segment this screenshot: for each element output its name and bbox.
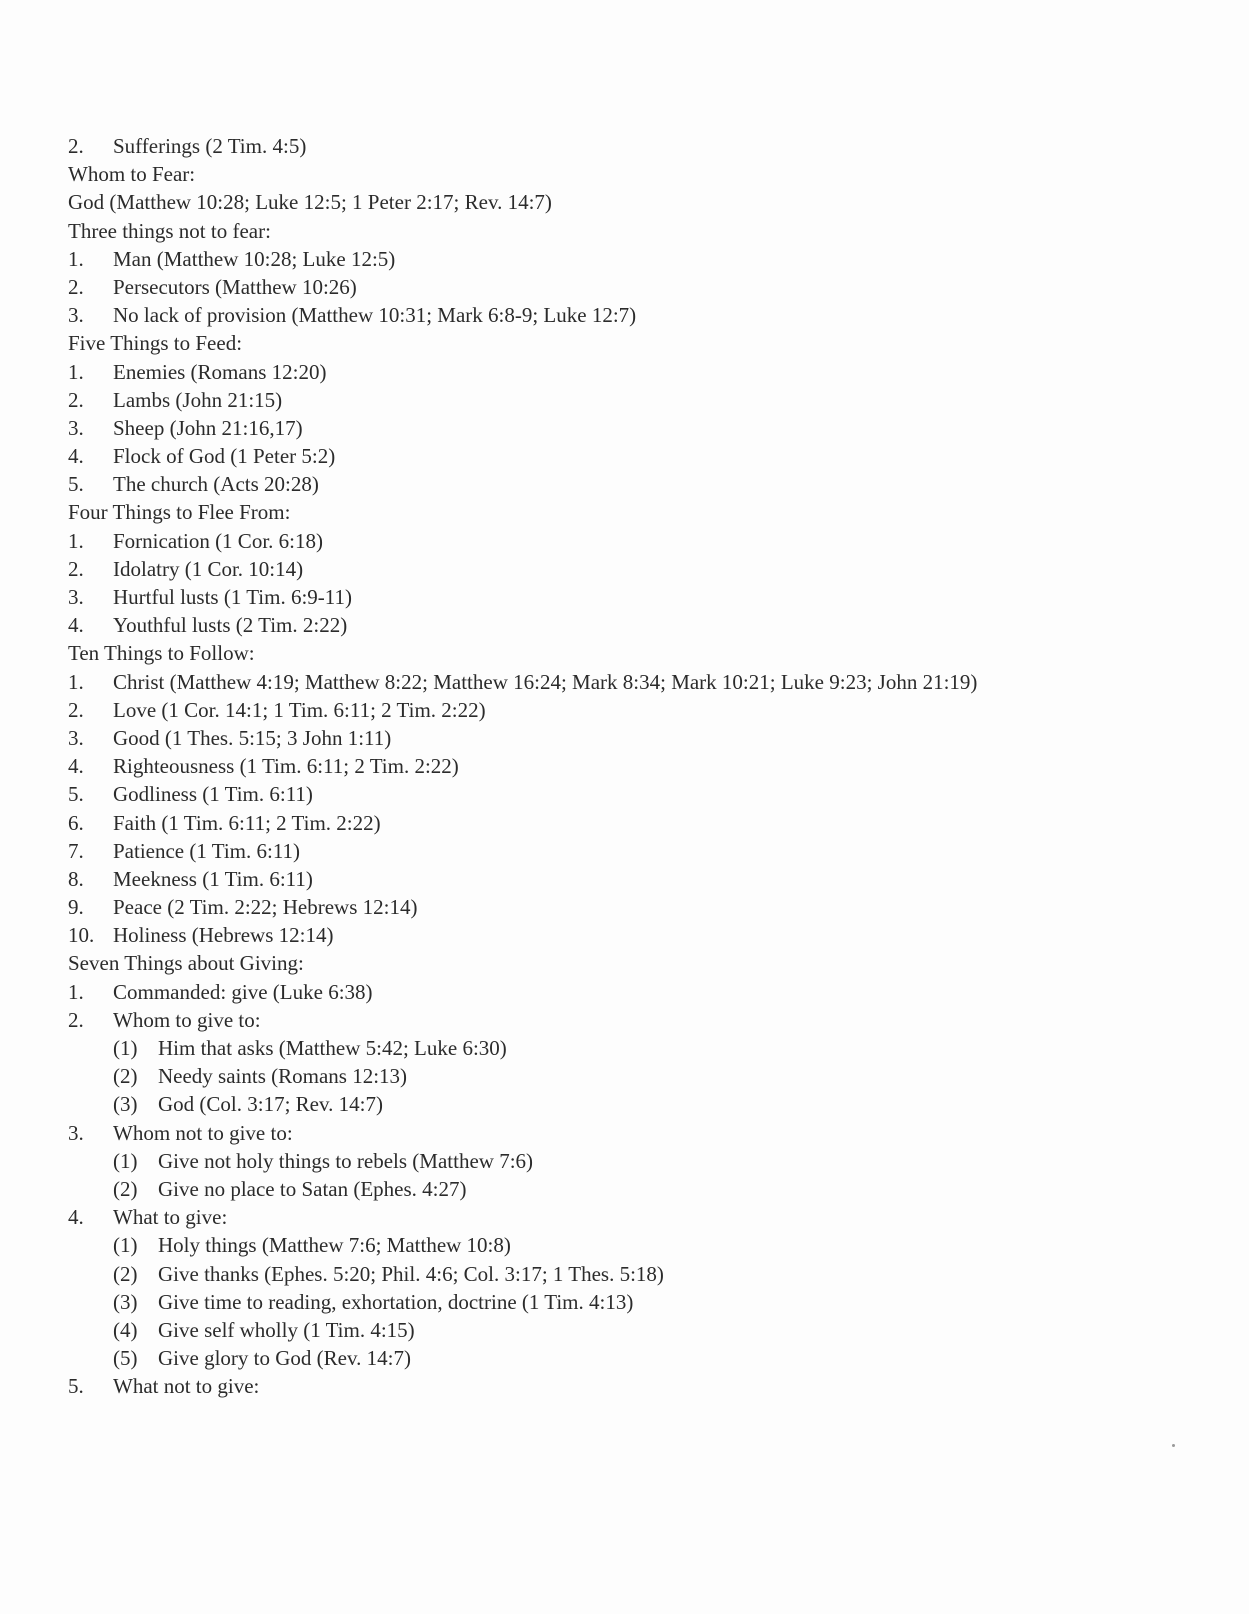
list-item: [68, 442, 1188, 470]
list-item: [68, 583, 1188, 611]
list-item: [68, 752, 1188, 780]
list-item: [68, 837, 1188, 865]
sub-list-item: [68, 1062, 1188, 1090]
item-number: 4.: [68, 613, 84, 638]
item-text: Give time to reading, exhortation, doctrine (1 Tim. 4:13): [158, 1289, 634, 1314]
item-text: Give not holy things to rebels (Matthew 7:6): [158, 1148, 534, 1173]
document-body: [68, 132, 1188, 1400]
list-item: [68, 245, 1188, 273]
list-item: [68, 668, 1188, 696]
item-text: Idolatry (1 Cor. 10:14): [113, 556, 304, 581]
item-number: 1.: [68, 359, 84, 384]
item-text: God (Col. 3:17; Rev. 14:7): [158, 1092, 383, 1117]
item-number: (1): [113, 1233, 138, 1258]
item-text: Hurtful lusts (1 Tim. 6:9-11): [113, 585, 352, 609]
list-item: [68, 132, 1188, 160]
list-item: [68, 358, 1188, 386]
item-number: 4.: [68, 1205, 84, 1230]
list-item: [68, 893, 1188, 921]
item-number: 2.: [68, 1007, 84, 1032]
item-number: 3.: [68, 415, 84, 440]
item-text: Give no place to Satan (Ephes. 4:27): [158, 1176, 467, 1201]
item-text: Whom to give to:: [113, 1007, 261, 1032]
list-item: [68, 1203, 1188, 1231]
item-number: 2.: [68, 556, 84, 581]
item-number: 3.: [68, 585, 84, 609]
item-number: (2): [113, 1176, 138, 1201]
item-text: Love (1 Cor. 14:1; 1 Tim. 6:11; 2 Tim. 2:22): [113, 697, 486, 722]
item-number: (2): [113, 1261, 138, 1286]
list-item: [68, 978, 1188, 1006]
item-number: 6.: [68, 810, 84, 835]
item-number: 10.: [68, 923, 95, 948]
item-text: Faith (1 Tim. 6:11; 2 Tim. 2:22): [113, 810, 381, 835]
item-text: God (Matthew 10:28; Luke 12:5; 1 Peter 2:17; Rev. 14:7): [68, 190, 552, 215]
item-number: 8.: [68, 866, 84, 891]
item-text: Fornication (1 Cor. 6:18): [113, 528, 323, 553]
item-number: (1): [113, 1036, 138, 1061]
item-text: Godliness (1 Tim. 6:11): [113, 782, 313, 807]
item-text: Lambs (John 21:15): [113, 387, 283, 412]
sub-list-item: [68, 1231, 1188, 1259]
item-text: Meekness (1 Tim. 6:11): [113, 866, 313, 891]
item-number: 4.: [68, 754, 84, 779]
list-item: [68, 921, 1188, 949]
item-text: Christ (Matthew 4:19; Matthew 8:22; Matthew 16:24; Mark 8:34; Mark 10:21; Luke 9:23; John 21:19): [113, 669, 978, 694]
item-text: Good (1 Thes. 5:15; 3 John 1:11): [113, 725, 392, 750]
sub-list-item: [68, 1147, 1188, 1175]
item-number: (3): [113, 1289, 138, 1314]
item-number: 1.: [68, 979, 84, 1004]
sub-list-item: [68, 1175, 1188, 1203]
item-text: Give thanks (Ephes. 5:20; Phil. 4:6; Col. 3:17; 1 Thes. 5:18): [158, 1261, 664, 1286]
list-item: [68, 301, 1188, 329]
item-text: Sheep (John 21:16,17): [113, 415, 303, 440]
item-number: (1): [113, 1148, 138, 1173]
item-text: Five Things to Feed:: [68, 331, 243, 356]
section-heading: [68, 188, 1188, 216]
item-text: Him that asks (Matthew 5:42; Luke 6:30): [158, 1036, 507, 1061]
list-item: [68, 527, 1188, 555]
section-heading: [68, 639, 1188, 667]
item-text: Patience (1 Tim. 6:11): [113, 838, 301, 863]
item-number: 2.: [68, 697, 84, 722]
item-number: 9.: [68, 895, 84, 920]
item-text: Give self wholly (1 Tim. 4:15): [158, 1317, 415, 1342]
section-heading: [68, 217, 1188, 245]
list-item: [68, 414, 1188, 442]
item-text: Enemies (Romans 12:20): [113, 359, 327, 384]
item-number: 7.: [68, 838, 84, 863]
item-number: 3.: [68, 725, 84, 750]
list-item: [68, 470, 1188, 498]
list-item: [68, 724, 1188, 752]
sub-list-item: [68, 1260, 1188, 1288]
item-text: Four Things to Flee From:: [68, 500, 291, 525]
item-text: The church (Acts 20:28): [113, 472, 319, 497]
sub-list-item: [68, 1344, 1188, 1372]
item-number: (5): [113, 1346, 138, 1371]
item-text: Righteousness (1 Tim. 6:11; 2 Tim. 2:22): [113, 754, 459, 779]
item-number: (4): [113, 1317, 138, 1342]
item-text: Needy saints (Romans 12:13): [158, 1064, 408, 1089]
sub-list-item: [68, 1288, 1188, 1316]
item-number: 1.: [68, 528, 84, 553]
item-text: Commanded: give (Luke 6:38): [113, 979, 373, 1004]
item-text: Seven Things about Giving:: [68, 951, 304, 976]
item-text: What to give:: [113, 1205, 228, 1230]
item-text: Give glory to God (Rev. 14:7): [158, 1346, 411, 1371]
item-text: Flock of God (1 Peter 5:2): [113, 444, 336, 469]
list-item: [68, 809, 1188, 837]
item-text: Three things not to fear:: [68, 218, 271, 243]
item-text: No lack of provision (Matthew 10:31; Mark 6:8-9; Luke 12:7): [113, 303, 637, 328]
list-item: [68, 611, 1188, 639]
item-text: Persecutors (Matthew 10:26): [113, 274, 357, 299]
item-number: 4.: [68, 444, 84, 469]
item-text: Holiness (Hebrews 12:14): [113, 923, 334, 948]
list-item: [68, 1372, 1188, 1400]
list-item: [68, 696, 1188, 724]
item-text: Sufferings (2 Tim. 4:5): [113, 134, 307, 158]
item-text: Whom not to give to:: [113, 1120, 293, 1145]
item-number: 2.: [68, 274, 84, 299]
item-number: 1.: [68, 246, 84, 271]
list-item: [68, 273, 1188, 301]
list-item: [68, 780, 1188, 808]
item-number: 5.: [68, 782, 84, 807]
item-number: 3.: [68, 1120, 84, 1145]
list-item: [68, 865, 1188, 893]
item-number: 5.: [68, 1374, 84, 1399]
item-number: 3.: [68, 303, 84, 328]
section-heading: [68, 160, 1188, 188]
list-item: [68, 555, 1188, 583]
item-text: Ten Things to Follow:: [68, 641, 255, 666]
item-text: Whom to Fear:: [68, 162, 196, 187]
item-text: Holy things (Matthew 7:6; Matthew 10:8): [158, 1233, 511, 1258]
list-item: [68, 1006, 1188, 1034]
list-item: [68, 1119, 1188, 1147]
item-number: 1.: [68, 669, 84, 694]
item-number: 5.: [68, 472, 84, 497]
item-number: 2.: [68, 134, 84, 158]
section-heading: [68, 329, 1188, 357]
list-item: [68, 386, 1188, 414]
item-number: 2.: [68, 387, 84, 412]
sub-list-item: [68, 1090, 1188, 1118]
item-number: (3): [113, 1092, 138, 1117]
section-heading: [68, 498, 1188, 526]
section-heading: [68, 949, 1188, 977]
item-text: Youthful lusts (2 Tim. 2:22): [113, 613, 348, 638]
item-text: Peace (2 Tim. 2:22; Hebrews 12:14): [113, 895, 418, 920]
item-text: Man (Matthew 10:28; Luke 12:5): [113, 246, 396, 271]
sub-list-item: [68, 1034, 1188, 1062]
scan-speck: [1172, 1444, 1175, 1447]
sub-list-item: [68, 1316, 1188, 1344]
item-text: What not to give:: [113, 1374, 260, 1399]
item-number: (2): [113, 1064, 138, 1089]
